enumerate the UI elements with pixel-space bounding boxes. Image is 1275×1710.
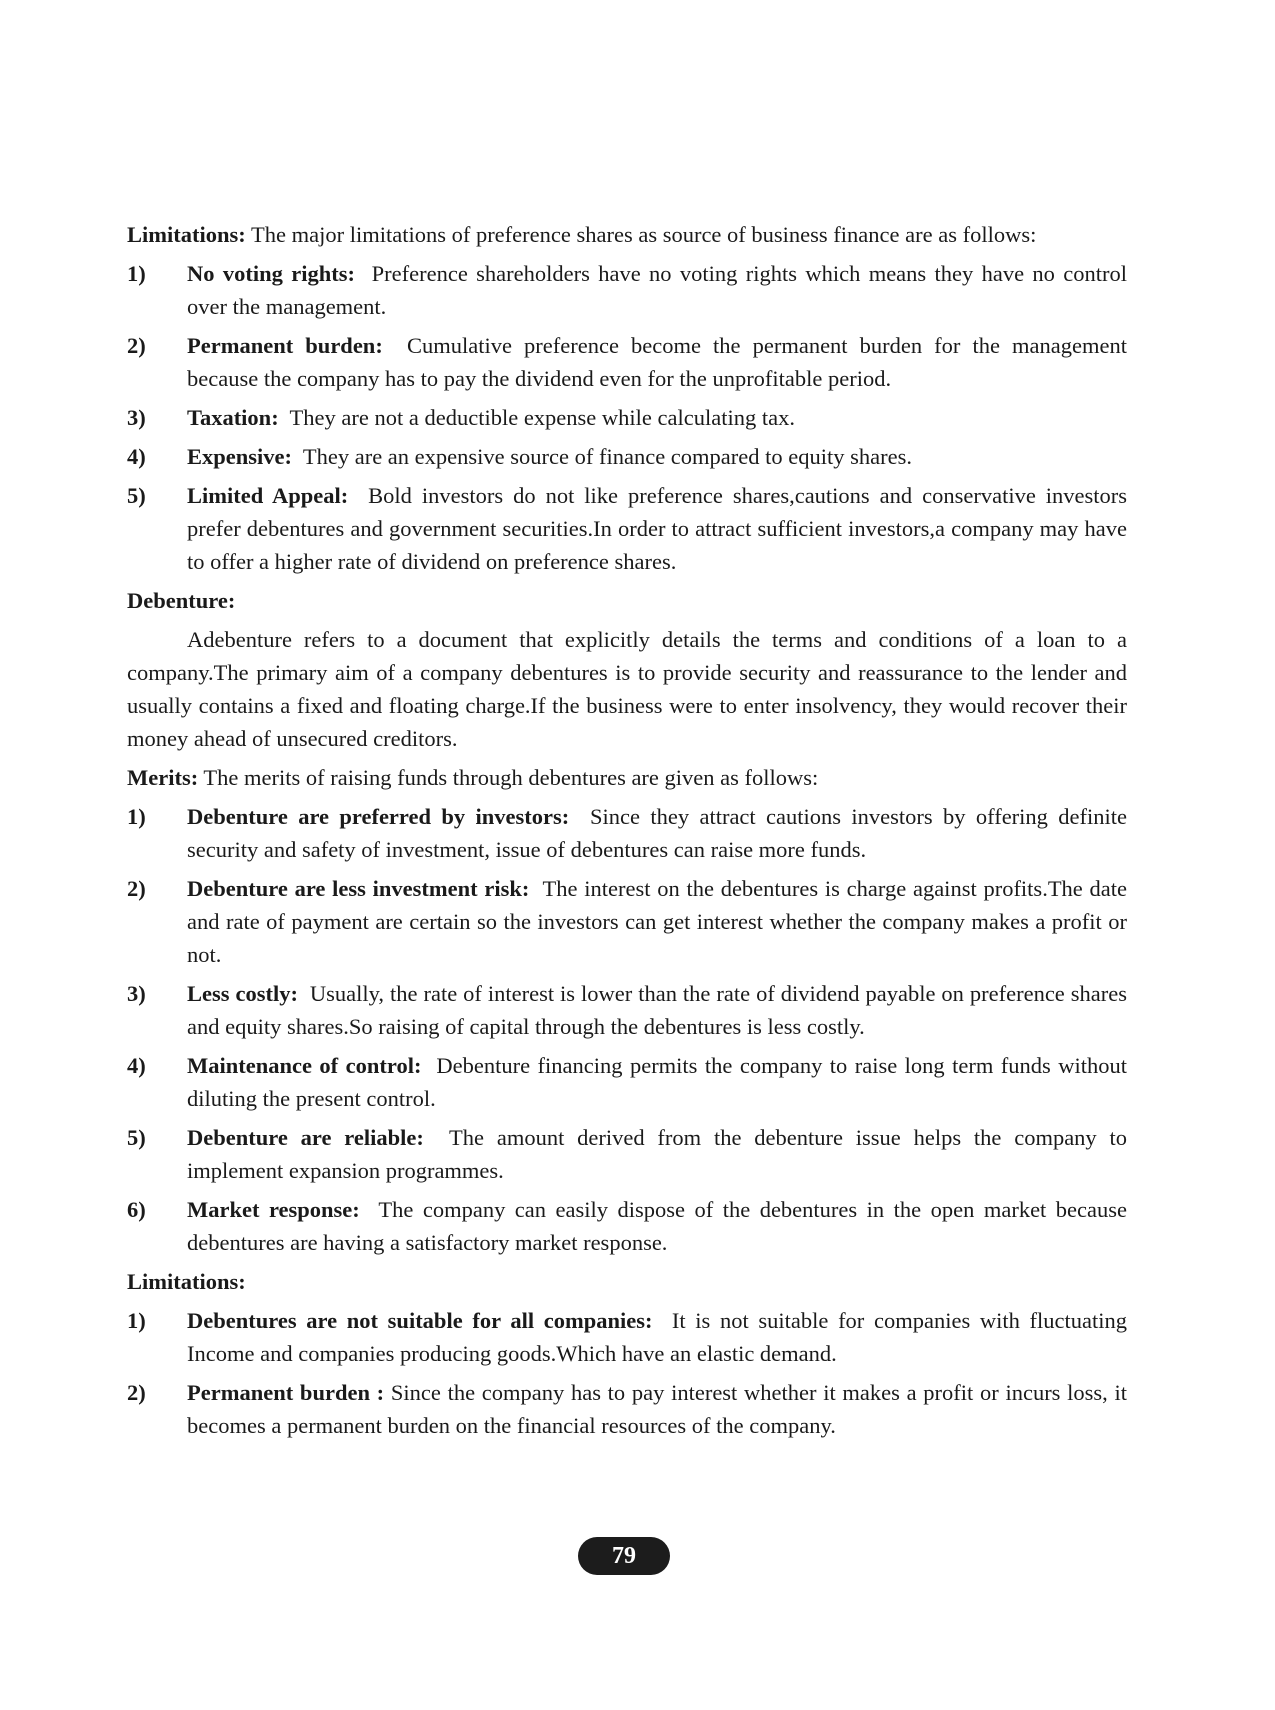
debenture-limitations-list (127, 1304, 1127, 1442)
item-text (187, 800, 1127, 866)
item-body: Debenture financing permits the company to raise long term funds without diluting the present control. (187, 1053, 1127, 1111)
debenture-limitations-heading: Limitations: (127, 1269, 246, 1294)
item-number: 5) (127, 1125, 146, 1150)
item-text (187, 1376, 1127, 1442)
item-term: Debenture are preferred by investors: (187, 804, 570, 829)
item-number: 3) (127, 981, 146, 1006)
item-text (187, 872, 1127, 971)
list-item (127, 977, 1127, 1043)
item-term: Expensive: (187, 444, 293, 469)
list-item (127, 1193, 1127, 1259)
item-body: Usually, the rate of interest is lower than the rate of dividend payable on preference shares and equity shares.So raising of capital through the debentures is less costly. (187, 981, 1127, 1039)
item-text (187, 1193, 1127, 1259)
item-number: 1) (127, 261, 146, 286)
item-body: Since they attract cautions investors by offering definite security and safety of investment, issue of debentures can raise more funds. (187, 804, 1128, 862)
item-body: Since the company has to pay interest whether it makes a profit or incurs loss, it becomes a permanent burden on the financial resources of the company. (187, 1380, 1128, 1438)
merits-intro-text: The merits of raising funds through debentures are given as follows: (203, 765, 819, 790)
list-item (127, 1304, 1127, 1370)
item-body: They are not a deductible expense while calculating tax. (289, 405, 795, 430)
item-text (187, 440, 1127, 473)
item-term: Maintenance of control: (187, 1053, 422, 1078)
pref-limitations-label: Limitations: (127, 222, 246, 247)
item-body: The interest on the debentures is charge against profits.The date and rate of payment are certain so the investors can get interest whether the company makes a profit or not. (187, 876, 1128, 967)
list-item (127, 1376, 1127, 1442)
merits-list (127, 800, 1127, 1259)
item-text (187, 1121, 1127, 1187)
item-body: It is not suitable for companies with fluctuating Income and companies producing goods.Which have an elastic demand. (187, 1308, 1128, 1366)
item-number: 5) (127, 483, 146, 508)
page-content (127, 218, 1127, 1448)
item-number: 4) (127, 444, 146, 469)
item-term: Permanent burden : (187, 1380, 385, 1405)
item-text (187, 401, 1127, 434)
merits-label: Merits: (127, 765, 199, 790)
item-body: Bold investors do not like preference shares,cautions and conservative investors prefer debentures and government securities.In order to attract sufficient investors,a company may have to offer a higher rate of dividend on preference shares. (187, 483, 1128, 574)
item-term: Debenture are less investment risk: (187, 876, 530, 901)
item-body: They are an expensive source of finance compared to equity shares. (302, 444, 912, 469)
item-body: Cumulative preference become the permanent burden for the management because the company has to pay the dividend even for the unprofitable period. (187, 333, 1128, 391)
list-item (127, 800, 1127, 866)
list-item (127, 1121, 1127, 1187)
item-text (187, 1304, 1127, 1370)
item-term: Taxation: (187, 405, 279, 430)
item-text (187, 329, 1127, 395)
list-item (127, 401, 1127, 434)
item-number: 2) (127, 876, 146, 901)
item-body: The company can easily dispose of the debentures in the open market because debentures are having a satisfactory market response. (187, 1197, 1127, 1255)
item-term: Market response: (187, 1197, 360, 1222)
page-number-badge: 79 (578, 1537, 670, 1575)
debenture-body: Adebenture refers to a document that explicitly details the terms and conditions of a loan to a company.The primary aim of a company debentures is to provide security and reassurance to the lender and usually contains a fixed and floating charge.If the business were to enter insolvency, they would recover their money ahead of unsecured creditors. (127, 627, 1127, 751)
item-text (187, 1049, 1127, 1115)
item-number: 2) (127, 1380, 146, 1405)
list-item (127, 329, 1127, 395)
pref-limitations-intro-text: The major limitations of preference shares as source of business finance are as follows: (250, 222, 1037, 247)
item-number: 4) (127, 1053, 146, 1078)
item-term: Permanent burden: (187, 333, 383, 358)
item-text (187, 257, 1127, 323)
list-item (127, 479, 1127, 578)
item-text (187, 977, 1127, 1043)
item-term: Debentures are not suitable for all companies: (187, 1308, 653, 1333)
item-term: No voting rights: (187, 261, 355, 286)
item-term: Debenture are reliable: (187, 1125, 424, 1150)
item-number: 1) (127, 804, 146, 829)
item-term: Less costly: (187, 981, 298, 1006)
list-item (127, 257, 1127, 323)
item-body: The amount derived from the debenture issue helps the company to implement expansion programmes. (187, 1125, 1127, 1183)
list-item (127, 440, 1127, 473)
item-number: 1) (127, 1308, 146, 1333)
list-item (127, 1049, 1127, 1115)
list-item (127, 872, 1127, 971)
item-number: 3) (127, 405, 146, 430)
debenture-heading: Debenture: (127, 588, 236, 613)
item-body: Preference shareholders have no voting rights which means they have no control over the management. (187, 261, 1128, 319)
pref-limitations-list (127, 257, 1127, 578)
item-number: 6) (127, 1197, 146, 1222)
item-number: 2) (127, 333, 146, 358)
item-text (187, 479, 1127, 578)
merits-intro (127, 761, 1127, 794)
pref-limitations-intro (127, 218, 1127, 251)
item-term: Limited Appeal: (187, 483, 349, 508)
